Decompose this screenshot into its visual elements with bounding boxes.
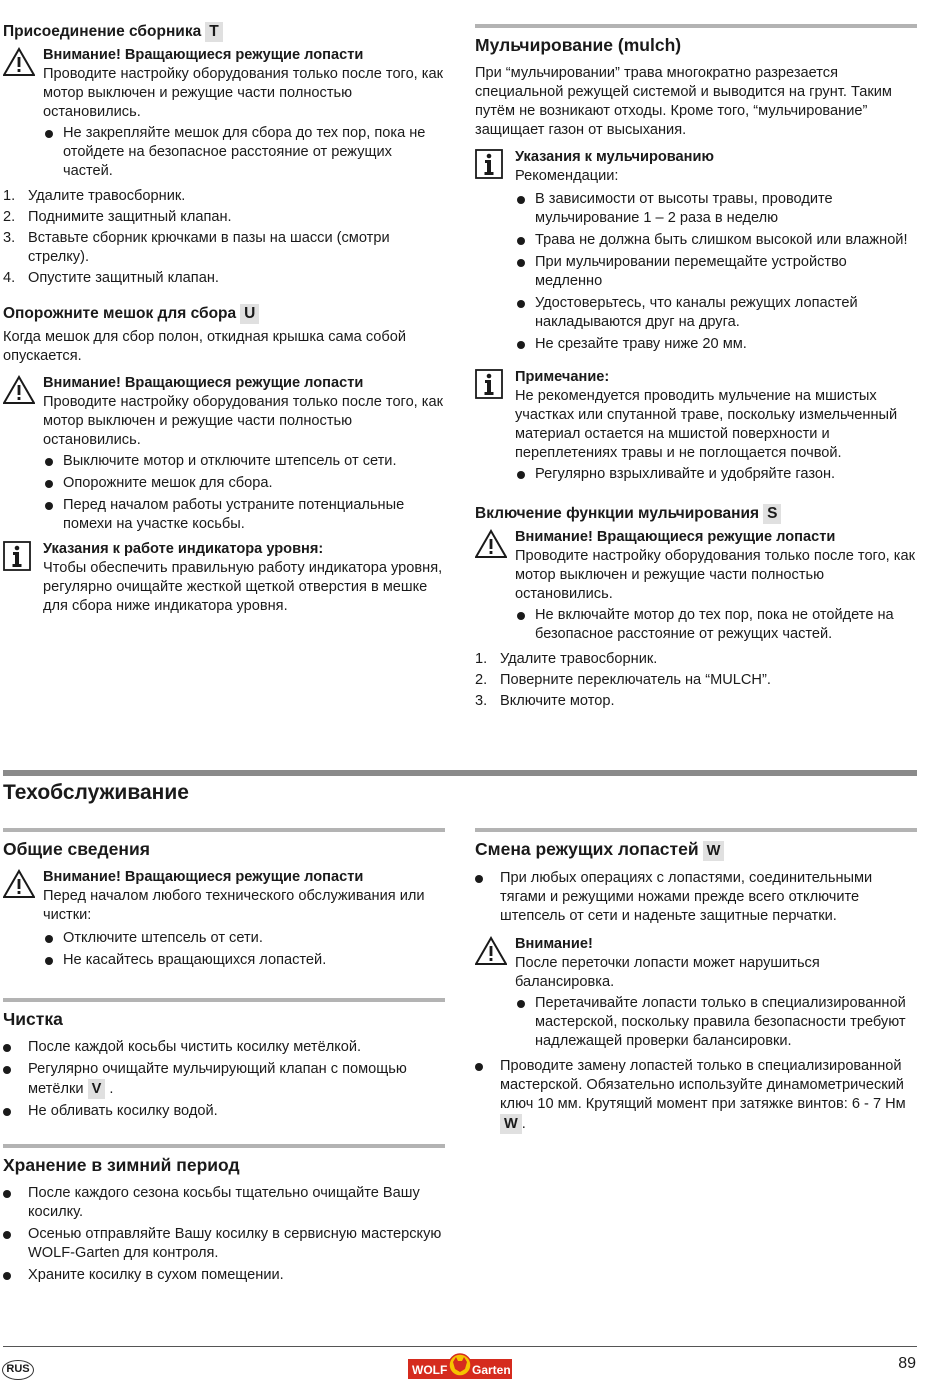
mulch-title: Мульчирование (mulch) xyxy=(475,24,917,56)
wolf-garten-logo xyxy=(408,1353,512,1381)
figure-badge: T xyxy=(205,22,222,42)
note-text: Не рекомендуется проводить мульчение на мшистых участках или спутанной траве, поскольку измельченный материал остается на мшистой поверхности и переплетениях травы и не поглощается почвой. xyxy=(515,388,898,461)
list-item: Не включайте мотор до тех пор, пока не отойдете на безопасное расстояние от режущих частей. xyxy=(515,606,917,644)
warning-bullets xyxy=(515,606,917,644)
info-title: Указания к работе индикатора уровня: xyxy=(43,541,324,557)
enable-steps xyxy=(475,650,917,711)
mulch-info xyxy=(475,148,917,354)
warning-bullets xyxy=(43,124,445,181)
list-item: Перетачивайте лопасти только в специализированной мастерской, поскольку правила безопасности требуют надлежащей проверки балансировки. xyxy=(515,994,917,1051)
enable-title: Включение функции мульчирования S xyxy=(475,504,917,524)
list-item: При мульчировании перемещайте устройство медленно xyxy=(515,253,917,291)
warning-text: Проводите настройку оборудования только после того, как мотор выключен и режущие части полностью остановились. xyxy=(43,394,443,448)
level-indicator-info xyxy=(3,540,445,616)
empty-title: Опорожните мешок для сбора U xyxy=(3,304,445,324)
step-item: 2. Поверните переключатель на “MULCH”. xyxy=(475,672,771,688)
warning-text: Проводите настройку оборудования только после того, как мотор выключен и режущие части полностью остановились. xyxy=(43,66,443,120)
list-item: Трава не должна быть слишком высокой или влажной! xyxy=(515,231,917,250)
info-text: Рекомендации: xyxy=(515,168,619,184)
maintenance-title: Техобслуживание xyxy=(3,781,189,804)
blades-bullets xyxy=(475,869,917,926)
blades-warning xyxy=(475,935,917,1051)
attach-title: Присоединение сборника T xyxy=(3,22,445,42)
attach-steps xyxy=(3,187,445,288)
step-item: 3. Вставьте сборник крючками в пазы на шасси (смотри стрелку). xyxy=(3,230,390,265)
logo-garten: Garten xyxy=(472,1363,511,1377)
blades-section xyxy=(475,828,917,1137)
mulch-section xyxy=(475,24,917,713)
step-item: 2. Поднимите защитный клапан. xyxy=(3,209,232,225)
warning-text: После переточки лопасти может нарушиться балансировка. xyxy=(515,955,820,990)
enable-warning xyxy=(475,528,917,644)
section-divider xyxy=(3,770,917,776)
info-icon xyxy=(475,369,507,399)
step-item: 4. Опустите защитный клапан. xyxy=(3,270,219,286)
winter-bullets xyxy=(3,1184,445,1285)
language-badge: RUS xyxy=(2,1360,34,1380)
winter-title: Хранение в зимний период xyxy=(3,1144,445,1176)
warning-bullets xyxy=(515,994,917,1051)
figure-badge: W xyxy=(500,1114,522,1134)
warning-title: Внимание! Вращающиеся режущие лопасти xyxy=(43,375,364,391)
step-item: 3. Включите мотор. xyxy=(475,693,615,709)
warning-title: Внимание! xyxy=(515,936,593,952)
warning-icon xyxy=(3,869,35,899)
list-item: Храните косилку в сухом помещении. xyxy=(3,1266,445,1285)
figure-badge: W xyxy=(703,841,725,861)
warning-icon xyxy=(475,936,507,966)
list-item: Не обливать косилку водой. xyxy=(3,1102,445,1121)
logo-wolf: WOLF xyxy=(412,1363,448,1377)
mulch-note xyxy=(475,368,917,484)
list-item: Не закрепляйте мешок для сбора до тех пор, пока не отойдете на безопасное расстояние от режущих частей. xyxy=(43,124,445,181)
list-item: Перед началом работы устраните потенциальные помехи на участке косьбы. xyxy=(43,496,445,534)
logo-graphic xyxy=(408,1353,512,1381)
step-item: 1. Удалите травосборник. xyxy=(3,188,186,204)
list-item: Осенью отправляйте Вашу косилку в сервисную мастерскую WOLF-Garten для контроля. xyxy=(3,1225,445,1263)
warning-text: Проводите настройку оборудования только после того, как мотор выключен и режущие части полностью остановились. xyxy=(515,548,915,602)
list-item: Не касайтесь вращающихся лопастей. xyxy=(43,951,445,970)
footer-rule xyxy=(3,1346,917,1347)
list-item: Выключите мотор и отключите штепсель от сети. xyxy=(43,452,445,471)
info-icon xyxy=(3,541,35,571)
mulch-bullets xyxy=(515,190,917,354)
cleaning-title: Чистка xyxy=(3,998,445,1030)
mulch-intro: При “мульчировании” трава многократно разрезается специальной режущей системой и выводится на грунт. Таким путём не возникают отходы. Кроме того, “мульчирование” защищает газон от высыхания. xyxy=(475,65,892,138)
info-text: Чтобы обеспечить правильную работу индикатора уровня, регулярно очищайте жесткой щеткой отверстия в мешке для сбора ниже индикатора уровня. xyxy=(43,560,443,614)
list-item: Не срезайте траву ниже 20 мм. xyxy=(515,335,917,354)
list-item: Отключите штепсель от сети. xyxy=(43,929,445,948)
warning-title: Внимание! Вращающиеся режущие лопасти xyxy=(43,47,364,63)
list-item: После каждой косьбы чистить косилку метёлкой. xyxy=(3,1038,445,1057)
warning-icon xyxy=(475,529,507,559)
warning-title: Внимание! Вращающиеся режущие лопасти xyxy=(43,869,364,885)
list-item: Проводите замену лопастей только в специализированной мастерской. Обязательно используйте динамометрический ключ 10 мм. Крутящий момент при затяжке винтов: 6 - 7 Нм W . xyxy=(475,1057,917,1134)
note-bullets xyxy=(515,465,917,484)
page-number: 89 xyxy=(898,1355,916,1372)
info-icon xyxy=(475,149,507,179)
warning-icon xyxy=(3,47,35,77)
list-item: При любых операциях с лопастями, соединительными тягами и режущими ножами прежде всего отключите штепсель от сети и наденьте защитные перчатки. xyxy=(475,869,917,926)
figure-badge: V xyxy=(88,1079,106,1099)
warning-icon xyxy=(3,375,35,405)
list-item: В зависимости от высоты травы, проводите мульчирование 1 – 2 раза в неделю xyxy=(515,190,917,228)
blades-title: Смена режущих лопастей W xyxy=(475,828,917,861)
general-title: Общие сведения xyxy=(3,828,445,860)
cleaning-bullets xyxy=(3,1038,445,1121)
general-warning xyxy=(3,868,445,970)
empty-warning xyxy=(3,374,445,534)
list-item: Регулярно очищайте мульчирующий клапан с помощью метёлки V . xyxy=(3,1060,445,1099)
maintenance-left xyxy=(3,828,445,1288)
warning-text: Перед началом любого технического обслуживания или чистки: xyxy=(43,888,425,923)
list-item: После каждого сезона косьбы тщательно очищайте Вашу косилку. xyxy=(3,1184,445,1222)
note-title: Примечание: xyxy=(515,369,610,385)
blades-bullets-2 xyxy=(475,1057,917,1134)
attach-warning xyxy=(3,46,445,181)
info-title: Указания к мульчированию xyxy=(515,149,714,165)
warning-bullets xyxy=(43,929,445,970)
step-item: 1. Удалите травосборник. xyxy=(475,651,658,667)
attach-section xyxy=(3,22,445,622)
figure-badge: S xyxy=(763,504,781,524)
list-item: Удостоверьтесь, что каналы режущих лопастей накладываются друг на друга. xyxy=(515,294,917,332)
figure-badge: U xyxy=(240,304,259,324)
warning-title: Внимание! Вращающиеся режущие лопасти xyxy=(515,529,836,545)
list-item: Опорожните мешок для сбора. xyxy=(43,474,445,493)
empty-intro: Когда мешок для сбор полон, откидная крышка сама собой опускается. xyxy=(3,329,407,364)
list-item: Регулярно взрыхливайте и удобряйте газон. xyxy=(515,465,917,484)
warning-bullets xyxy=(43,452,445,534)
